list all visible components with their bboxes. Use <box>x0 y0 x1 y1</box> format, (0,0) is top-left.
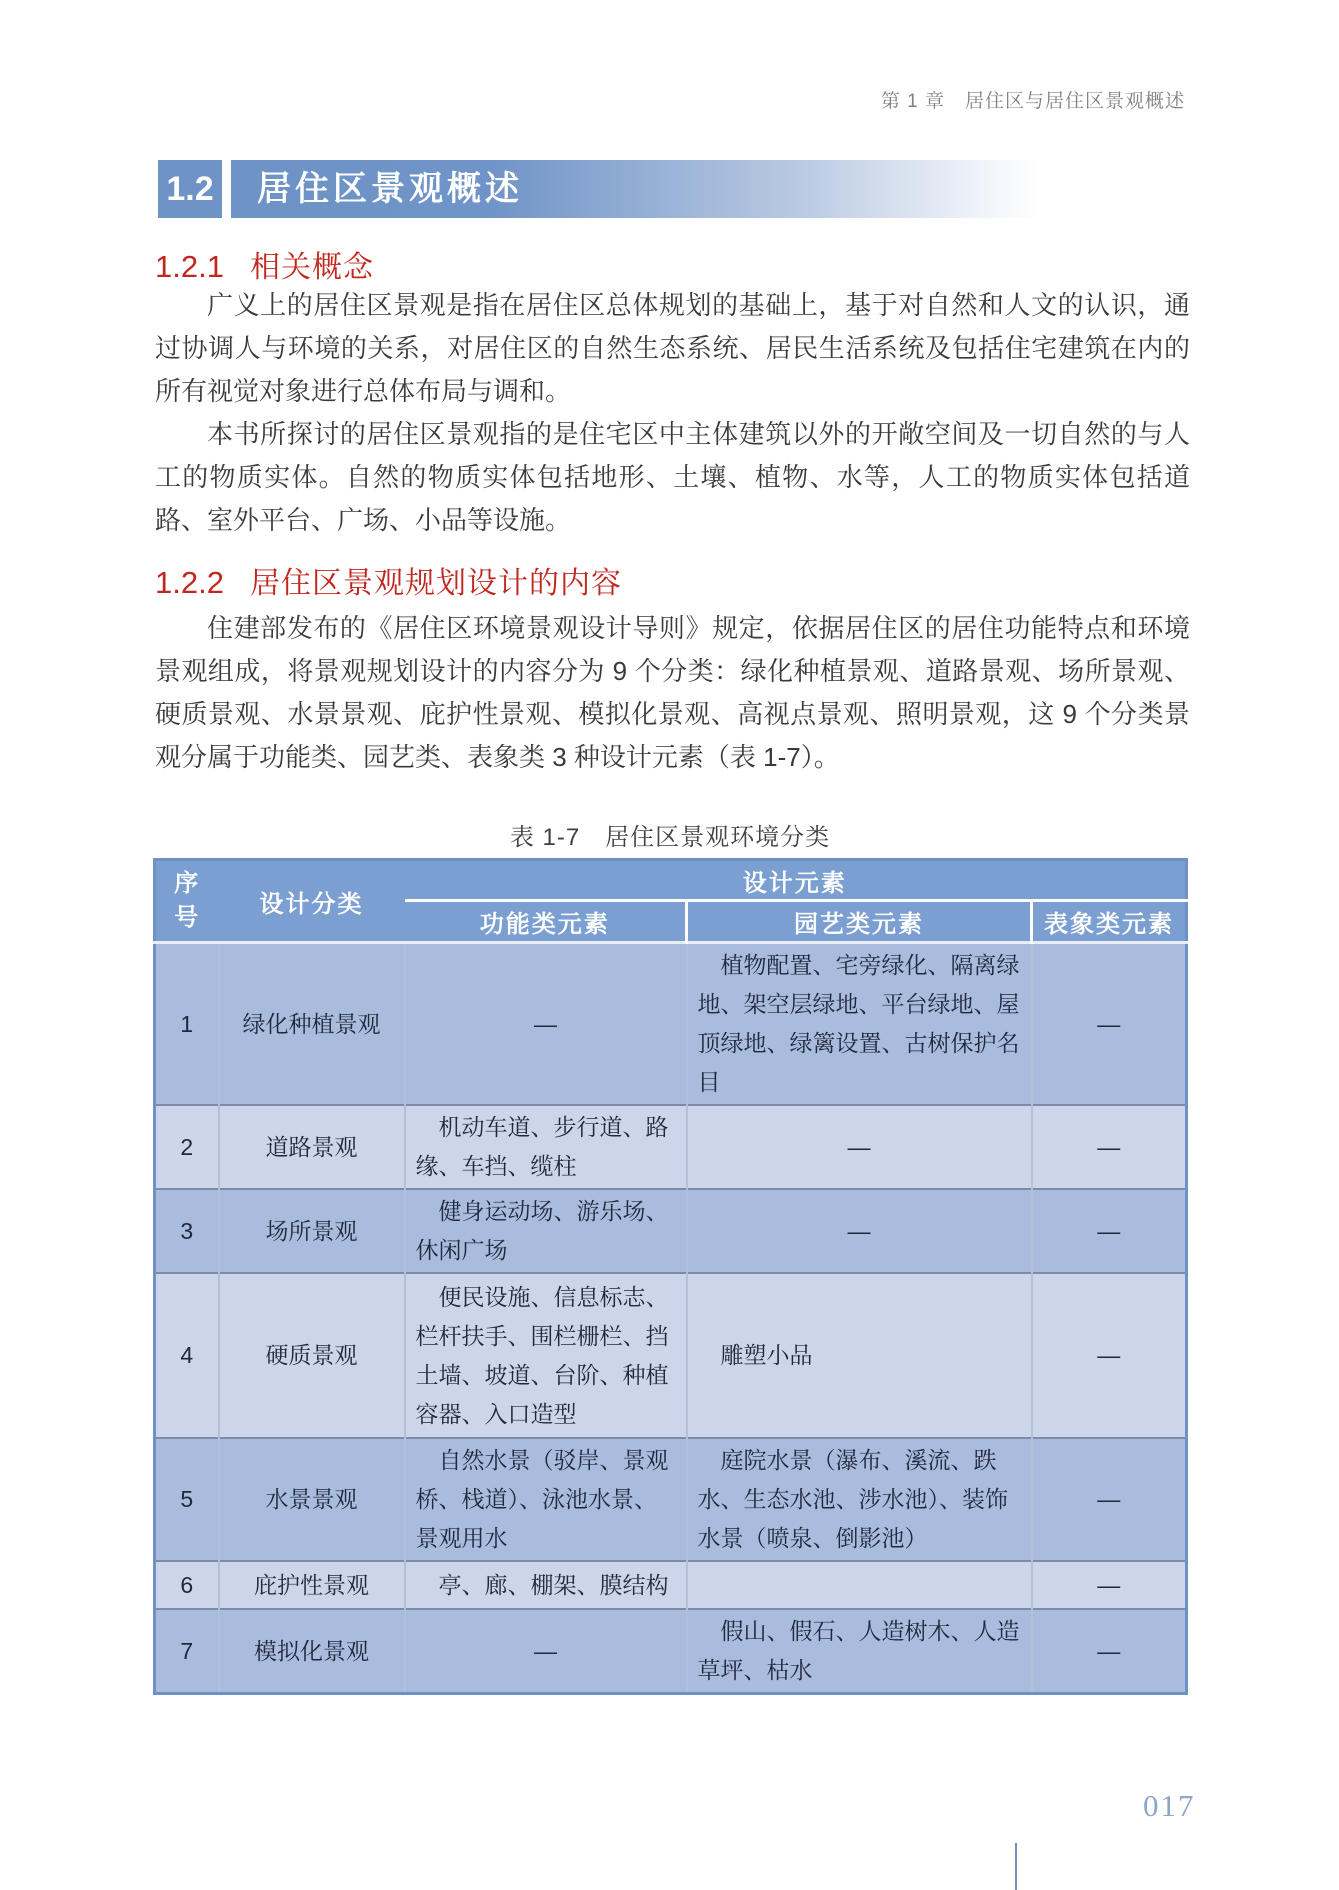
subsection-heading-2 <box>155 558 622 602</box>
subsection-2-title: 居住区景观规划设计的内容 <box>249 567 622 600</box>
cell-category: 水景景观 <box>219 1438 405 1561</box>
cell-representational: — <box>1032 1105 1187 1189</box>
section-heading-bar <box>158 160 1040 218</box>
paragraph: 住建部发布的《居住区环境景观设计导则》规定，依据居住区的居住功能特点和环境景观组成，将景观规划设计的内容分为 9 个分类：绿化种植景观、道路景观、场所景观、硬质景观、水景景观、庇护性景观、模拟化景观、高视点景观、照明景观，这 9 个分类景观分属于功能类、园艺类、表象类 3 种设计元素（表 1-7）。 <box>155 613 1190 772</box>
cell-horticultural: — <box>687 1189 1032 1273</box>
cell-no: 5 <box>155 1438 219 1561</box>
cell-category: 硬质景观 <box>219 1273 405 1438</box>
cell-category: 庇护性景观 <box>219 1561 405 1609</box>
paragraph: 广义上的居住区景观是指在居住区总体规划的基础上，基于对自然和人文的认识，通过协调人与环境的关系，对居住区的自然生态系统、居民生活系统及包括住宅建筑在内的所有视觉对象进行总体布局与调和。 <box>155 290 1190 406</box>
cell-no: 6 <box>155 1561 219 1609</box>
cell-functional: 机动车道、步行道、路缘、车挡、缆柱 <box>405 1105 687 1189</box>
cell-representational: — <box>1032 1189 1187 1273</box>
cell-functional: 健身运动场、游乐场、休闲广场 <box>405 1189 687 1273</box>
cell-no: 4 <box>155 1273 219 1438</box>
section-title: 居住区景观概述 <box>231 160 1040 218</box>
table-row <box>155 1273 1187 1438</box>
paragraph: 本书所探讨的居住区景观指的是住宅区中主体建筑以外的开敞空间及一切自然的与人工的物质实体。自然的物质实体包括地形、土壤、植物、水等，人工的物质实体包括道路、室外平台、广场、小品等设施。 <box>155 419 1190 535</box>
header-horticultural: 园艺类元素 <box>687 901 1032 943</box>
cell-horticultural: 植物配置、宅旁绿化、隔离绿地、架空层绿地、平台绿地、屋顶绿地、绿篱设置、古树保护名目 <box>687 943 1032 1106</box>
table-row <box>155 943 1187 1106</box>
table-row <box>155 1189 1187 1273</box>
cell-functional: — <box>405 943 687 1106</box>
header-design-elements: 设计元素 <box>405 860 1187 901</box>
cell-representational: — <box>1032 1273 1187 1438</box>
section-bar-gap <box>222 160 231 218</box>
subsection-heading-1 <box>155 242 374 286</box>
cell-representational: — <box>1032 943 1187 1106</box>
subsection-1-body <box>155 284 1190 542</box>
table-row <box>155 1609 1187 1694</box>
cell-horticultural: — <box>687 1105 1032 1189</box>
header-functional: 功能类元素 <box>405 901 687 943</box>
header-no-line2: 号 <box>174 904 201 931</box>
page-number: 017 <box>1143 1788 1196 1823</box>
header-no <box>155 860 219 943</box>
cell-category: 场所景观 <box>219 1189 405 1273</box>
cell-functional: 自然水景（驳岸、景观桥、栈道）、泳池水景、景观用水 <box>405 1438 687 1561</box>
header-representational: 表象类元素 <box>1032 901 1187 943</box>
cell-category: 道路景观 <box>219 1105 405 1189</box>
table-row <box>155 1105 1187 1189</box>
table-caption: 表 1-7 居住区景观环境分类 <box>509 824 831 851</box>
cell-representational: — <box>1032 1609 1187 1694</box>
cell-functional: 便民设施、信息标志、栏杆扶手、围栏栅栏、挡土墙、坡道、台阶、种植容器、入口造型 <box>405 1273 687 1438</box>
cell-horticultural: 雕塑小品 <box>687 1273 1032 1438</box>
cell-no: 2 <box>155 1105 219 1189</box>
cell-category: 绿化种植景观 <box>219 943 405 1106</box>
cell-horticultural: 假山、假石、人造树木、人造草坪、枯水 <box>687 1609 1032 1694</box>
section-number: 1.2 <box>158 160 222 218</box>
subsection-1-title: 相关概念 <box>249 251 374 284</box>
table-header <box>155 860 1187 943</box>
subsection-2-number: 1.2.2 <box>155 565 224 600</box>
cell-representational: — <box>1032 1438 1187 1561</box>
cell-representational: — <box>1032 1561 1187 1609</box>
subsection-1-number: 1.2.1 <box>155 249 224 284</box>
cell-horticultural: 庭院水景（瀑布、溪流、跌水、生态水池、涉水池）、装饰水景（喷泉、倒影池） <box>687 1438 1032 1561</box>
header-no-line1: 序 <box>174 870 201 897</box>
cell-no: 1 <box>155 943 219 1106</box>
running-header: 第 1 章 居住区与居住区景观概述 <box>880 91 1185 112</box>
table-row <box>155 1561 1187 1609</box>
cell-functional: — <box>405 1609 687 1694</box>
subsection-2-body <box>155 607 1190 779</box>
footer-decorative-line <box>1015 1843 1017 1890</box>
cell-no: 3 <box>155 1189 219 1273</box>
cell-horticultural <box>687 1561 1032 1609</box>
cell-functional: 亭、廊、棚架、膜结构 <box>405 1561 687 1609</box>
header-category: 设计分类 <box>219 860 405 943</box>
cell-category: 模拟化景观 <box>219 1609 405 1694</box>
cell-no: 7 <box>155 1609 219 1694</box>
table-row <box>155 1438 1187 1561</box>
landscape-classification-table <box>153 858 1188 1695</box>
